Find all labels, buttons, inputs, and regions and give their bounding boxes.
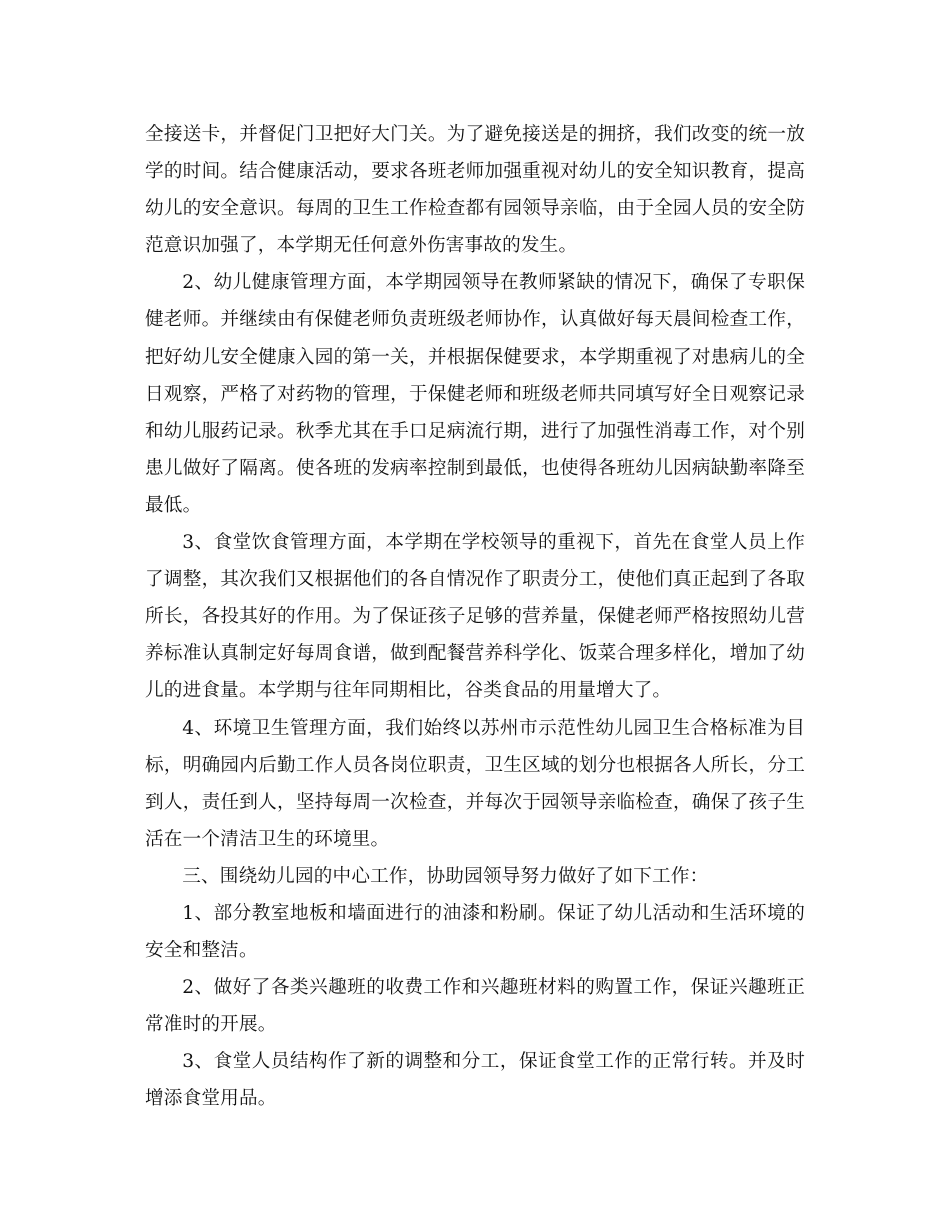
document-body (145, 116, 805, 1118)
paragraph-4: 4、环境卫生管理方面，我们始终以苏州市示范性幼儿园卫生合格标准为目标，明确园内后勤工作人员各岗位职责，卫生区域的划分也根据各人所长，分工到人，责任到人，坚持每周一次检查，并每次于园领导亲临检查，确保了孩子生活在一个清洁卫生的环境里。 (145, 717, 805, 850)
paragraph-2: 2、幼儿健康管理方面，本学期园领导在教师紧缺的情况下，确保了专职保健老师。并继续由有保健老师负责班级老师协作，认真做好每天晨间检查工作，把好幼儿安全健康入园的第一关，并根据保健要求，本学期重视了对患病儿的全日观察，严格了对药物的管理，于保健老师和班级老师共同填写好全日观察记录和幼儿服药记录。秋季尤其在手口足病流行期，进行了加强性消毒工作，对个别患儿做好了隔离。使各班的发病率控制到最低，也使得各班幼儿因病缺勤率降至最低。 (145, 272, 805, 516)
paragraph-7: 3、食堂人员结构作了新的调整和分工，保证食堂工作的正常行转。并及时增添食堂用品。 (145, 1051, 805, 1110)
section-heading-3: 三、围绕幼儿园的中心工作，协助园领导努力做好了如下工作： (182, 865, 709, 887)
paragraph-1: 全接送卡，并督促门卫把好大门关。为了避免接送是的拥挤，我们改变的统一放学的时间。结合健康活动，要求各班老师加强重视对幼儿的安全知识教育，提高幼儿的安全意识。每周的卫生工作检查都有园领导亲临，由于全园人员的安全防范意识加强了，本学期无任何意外伤害事故的发生。 (145, 124, 805, 257)
paragraph-5: 1、部分教室地板和墙面进行的油漆和粉刷。保证了幼儿活动和生活环境的安全和整洁。 (145, 902, 805, 962)
paragraph-6: 2、做好了各类兴趣班的收费工作和兴趣班材料的购置工作，保证兴趣班正常准时的开展。 (145, 977, 805, 1036)
paragraph-3: 3、食堂饮食管理方面，本学期在学校领导的重视下，首先在食堂人员上作了调整，其次我们又根据他们的各自情况作了职责分工，使他们真正起到了各取所长，各投其好的作用。为了保证孩子足够的营养量，保健老师严格按照幼儿营养标准认真制定好每周食谱，做到配餐营养科学化、饭菜合理多样化，增加了幼儿的进食量。本学期与往年同期相比，谷类食品的用量增大了。 (145, 532, 805, 702)
